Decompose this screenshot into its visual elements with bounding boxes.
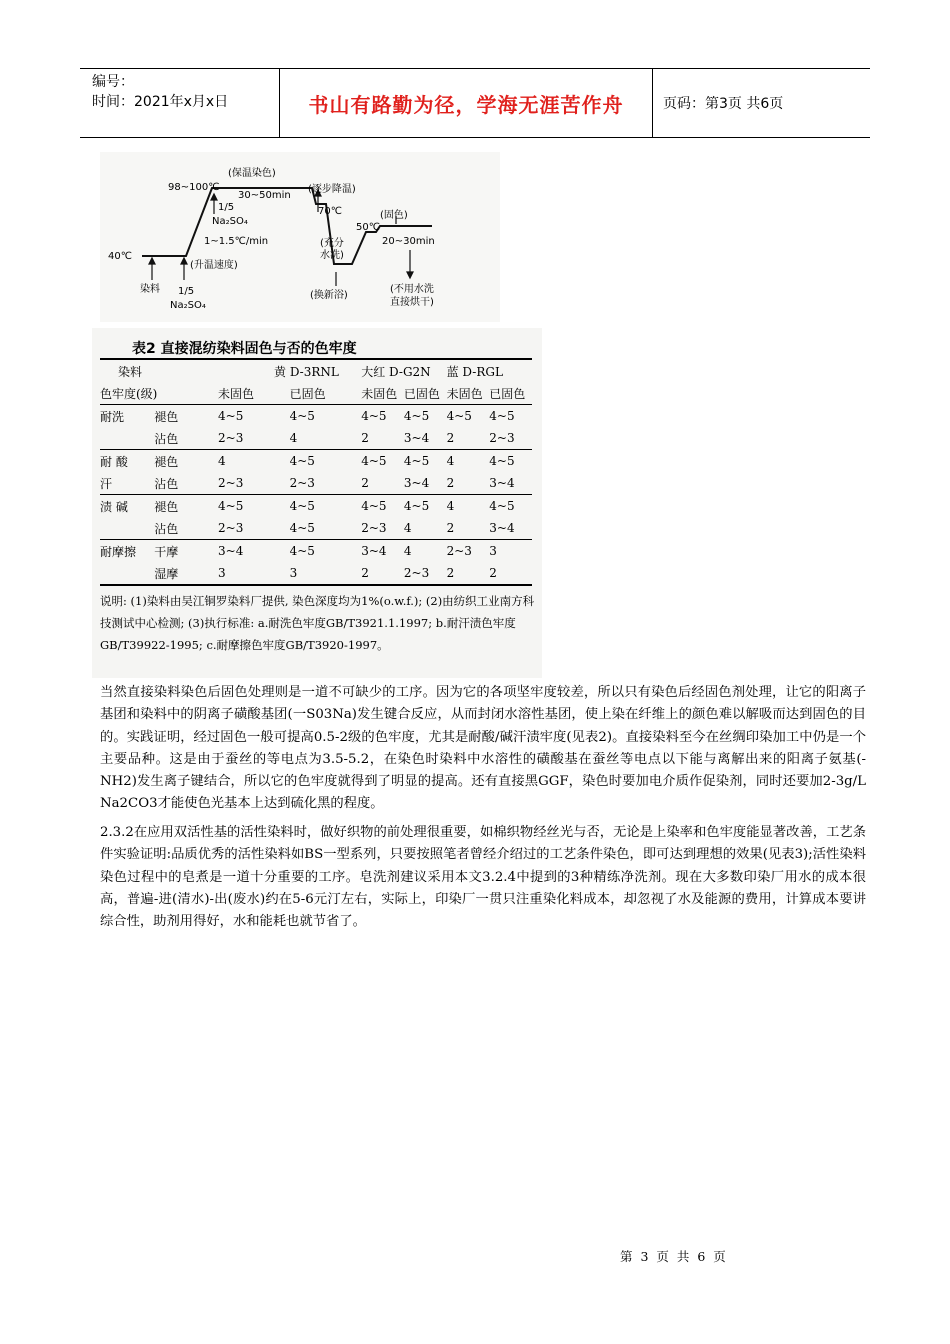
table-cell: 2~3 [218, 476, 244, 490]
time-label: 时间：2021年x月x日 [92, 94, 229, 110]
table-row [100, 540, 532, 563]
table-cell: 4~5 [289, 499, 315, 513]
table-group-cell: 耐摩擦 [100, 544, 137, 559]
table2 [100, 358, 532, 586]
table-cell: 3~4 [361, 544, 387, 558]
table-sub-cell: 沾色 [154, 521, 179, 536]
table-cell: 3 [218, 566, 226, 580]
label-fix: (固色) [380, 210, 408, 221]
table-head-cell: 染料 [118, 364, 143, 379]
table-cell: 2 [446, 476, 455, 490]
table-row [100, 562, 532, 585]
table-cell: 2~3 [446, 544, 472, 558]
table-sub-cell: 干摩 [154, 544, 179, 559]
table-cell: 2~3 [289, 476, 315, 490]
body-paragraph-1: 当然直接染料染色后固色处理则是一道不可缺少的工序。因为它的各项坚牢度较差，所以只有染色后经固色剂处理，让它的阳离子基团和染料中的阴离子磺酸基团(一S03Na)发生键合反应，从而封闭水溶性基团，使上染在纤维上的颜色难以解吸而达到固色的目的。实践证明，经过固色一般可提高0.5-2级的色牢度，尤其是耐酸/碱汗渍牢度(见表2)。直接染料至今在丝绸印染加工中仍是一个主要品种。这是由于蚕丝的等电点为3.5-5.2，在染色时染料中水溶性的磺酸基在蚕丝等电点以下能与离解出来的阳离子氨基(-NH2)发生离子键结合，所以它的色牢度就得到了明显的提高。还有直接黑GGF，染色时要加电介质作促染剂，同时还要加2-3g/L Na2CO3才能使色光基本上达到硫化黑的程度。 [100, 685, 866, 812]
label-temp50: 50℃ [356, 222, 380, 233]
table-cell: 4~5 [361, 454, 387, 468]
table-cell: 2~3 [218, 431, 244, 445]
table-cell: 3~4 [218, 544, 244, 558]
table-head-cell: 未固色 [218, 386, 255, 401]
table-cell: 4 [218, 454, 226, 468]
header-page-number: 页码：第3页 共6页 [663, 96, 784, 112]
table-cell: 4 [446, 499, 455, 513]
table-cell: 2 [361, 431, 369, 445]
label-cooling: (逐步降温) [308, 184, 356, 195]
label-frac2: 1/5 [178, 286, 195, 297]
table-cell: 4 [403, 544, 412, 558]
table-head-row [100, 382, 532, 405]
table-cell: 4~5 [489, 409, 515, 423]
table-sub-cell: 沾色 [154, 476, 179, 491]
header-meta [80, 69, 280, 137]
table-row [100, 495, 532, 518]
table-cell: 3~4 [489, 521, 515, 535]
page-footer: 第 3 页 共 6 页 [620, 1249, 728, 1264]
table-cell: 2~3 [403, 566, 430, 580]
table2-note: 说明: (1)染料由吴江铜罗染料厂提供, 染色深度均为1%(o.w.f.); (2)由纺织工业南方科技测试中心检测; (3)执行标准: a.耐洗色牢度GB/T3921.1.1997; b.耐汗渍色牢度GB/T39922-1995; c.耐摩擦色牢度GB/T3920-1997。 [100, 594, 535, 652]
body-paragraph-2: 2.3.2在应用双活性基的活性染料时，做好织物的前处理很重要，如棉织物经丝光与否，无论是上染率和色牢度能显著改善，工艺条件实验证明:品质优秀的活性染料如BS一型系列，只要按照笔者曾经介绍过的工艺条件染色，即可达到理想的效果(见表3);活性染料染色过程中的皂煮是一道十分重要的工序。皂洗剂建议采用本文3.2.4中提到的3种精练净洗剂。现在大多数印染厂用水的成本很高，普遍-进(清水)-出(废水)约在5-6元汀左右，实际上，印染厂一贯只注重染化料成本，却忽视了水及能源的费用，计算成本要讲综合性，助剂用得好，水和能耗也就节省了。 [100, 825, 866, 930]
table-cell: 2 [446, 431, 455, 445]
label-dry2: 直接烘干) [390, 297, 434, 308]
table-row [100, 450, 532, 473]
label-temp40: 40℃ [108, 251, 132, 262]
table-cell: 2 [489, 566, 497, 580]
table-cell: 2 [446, 521, 455, 535]
table-cell: 3~4 [489, 476, 515, 490]
page-header [80, 68, 870, 138]
table-cell: 3 [289, 566, 298, 580]
table-head-cell: 蓝 D-RGL [446, 364, 503, 379]
label-wash1: (充分 [320, 238, 344, 249]
table-head-cell: 已固色 [489, 386, 526, 401]
label-wash2: 水洗) [320, 250, 344, 261]
table-cell: 2 [361, 476, 369, 490]
label-rate: 1~1.5℃/min [204, 236, 269, 247]
label-frac1: 1/5 [218, 202, 235, 213]
table-head-cell: 未固色 [361, 386, 398, 401]
label-salt: Na₂SO₄ [212, 216, 248, 227]
table-cell: 2~3 [361, 521, 387, 535]
table-cell: 4 [289, 431, 298, 445]
table-cell: 2 [446, 566, 455, 580]
table-group-cell: 耐洗 [100, 409, 125, 424]
label-dye: 染料 [140, 284, 160, 295]
table-head-cell: 色牢度(级) [100, 386, 158, 401]
table-cell: 2~3 [218, 521, 244, 535]
table-cell: 4~5 [289, 454, 315, 468]
table-cell: 4~5 [218, 499, 244, 513]
table-cell: 4~5 [289, 544, 315, 558]
table-cell: 3~4 [403, 476, 430, 490]
label-time1: 30~50min [238, 190, 291, 201]
table-cell: 4~5 [403, 409, 430, 423]
table-head-cell: 黄 D-3RNL [274, 364, 339, 379]
label-keep-dye: (保温染色) [228, 168, 276, 179]
table-cell: 4~5 [289, 521, 315, 535]
table-cell: 3~4 [403, 431, 430, 445]
label-heat-speed: (升温速度) [190, 260, 238, 271]
table-row [100, 472, 532, 495]
table2-title: 表2 直接混纺染料固色与否的色牢度 [132, 341, 357, 357]
process-curve [100, 152, 500, 322]
label-new-bath: (换新浴) [310, 290, 348, 301]
label-dry1: (不用水洗 [390, 284, 434, 295]
table-cell: 4~5 [218, 409, 244, 423]
table-sub-cell: 褪色 [154, 499, 179, 514]
table-cell: 4 [446, 454, 455, 468]
table-cell: 4~5 [289, 409, 315, 423]
table-row [100, 427, 532, 450]
table-head-cell: 大红 D-G2N [361, 364, 431, 379]
table-group-cell [100, 517, 154, 540]
table-row [100, 405, 532, 428]
table-cell: 4~5 [361, 409, 387, 423]
header-motto: 书山有路勤为径，学海无涯苦作舟 [280, 69, 653, 137]
table-head-cell: 已固色 [289, 386, 326, 401]
table-cell: 3 [489, 544, 497, 558]
table-cell: 4 [403, 521, 412, 535]
table-cell: 4~5 [403, 454, 430, 468]
table-sub-cell: 褪色 [154, 454, 179, 469]
table2-figure [92, 328, 542, 678]
table-head-cell: 已固色 [403, 386, 440, 401]
table-cell: 4~5 [403, 499, 430, 513]
table-cell: 2 [361, 566, 369, 580]
table-cell: 4~5 [446, 409, 472, 423]
table-cell: 4~5 [489, 499, 515, 513]
table-cell: 4~5 [361, 499, 387, 513]
number-label: 编号： [92, 74, 134, 90]
dyeing-process-figure [100, 152, 500, 322]
table-sub-cell: 褪色 [154, 409, 179, 424]
table-sub-cell: 湿摩 [154, 566, 179, 581]
table-head-cell: 未固色 [446, 386, 483, 401]
table-group-cell: 渍 碱 [100, 499, 128, 514]
table-group-cell: 耐 酸 [100, 454, 128, 469]
table-row [100, 517, 532, 540]
table-cell: 4~5 [489, 454, 515, 468]
table-sub-cell: 沾色 [154, 431, 179, 446]
label-time2: 20~30min [382, 236, 435, 247]
table-cell: 2~3 [489, 431, 515, 445]
label-salt2: Na₂SO₄ [170, 300, 206, 311]
table-group-cell [100, 562, 154, 585]
table2-body [100, 405, 532, 586]
label-temp-high: 98~100℃ [168, 182, 220, 193]
table-group-cell: 汗 [100, 476, 113, 491]
label-temp70: 70℃ [318, 206, 342, 217]
table-head-row [100, 359, 532, 382]
table-group-cell [100, 427, 154, 450]
